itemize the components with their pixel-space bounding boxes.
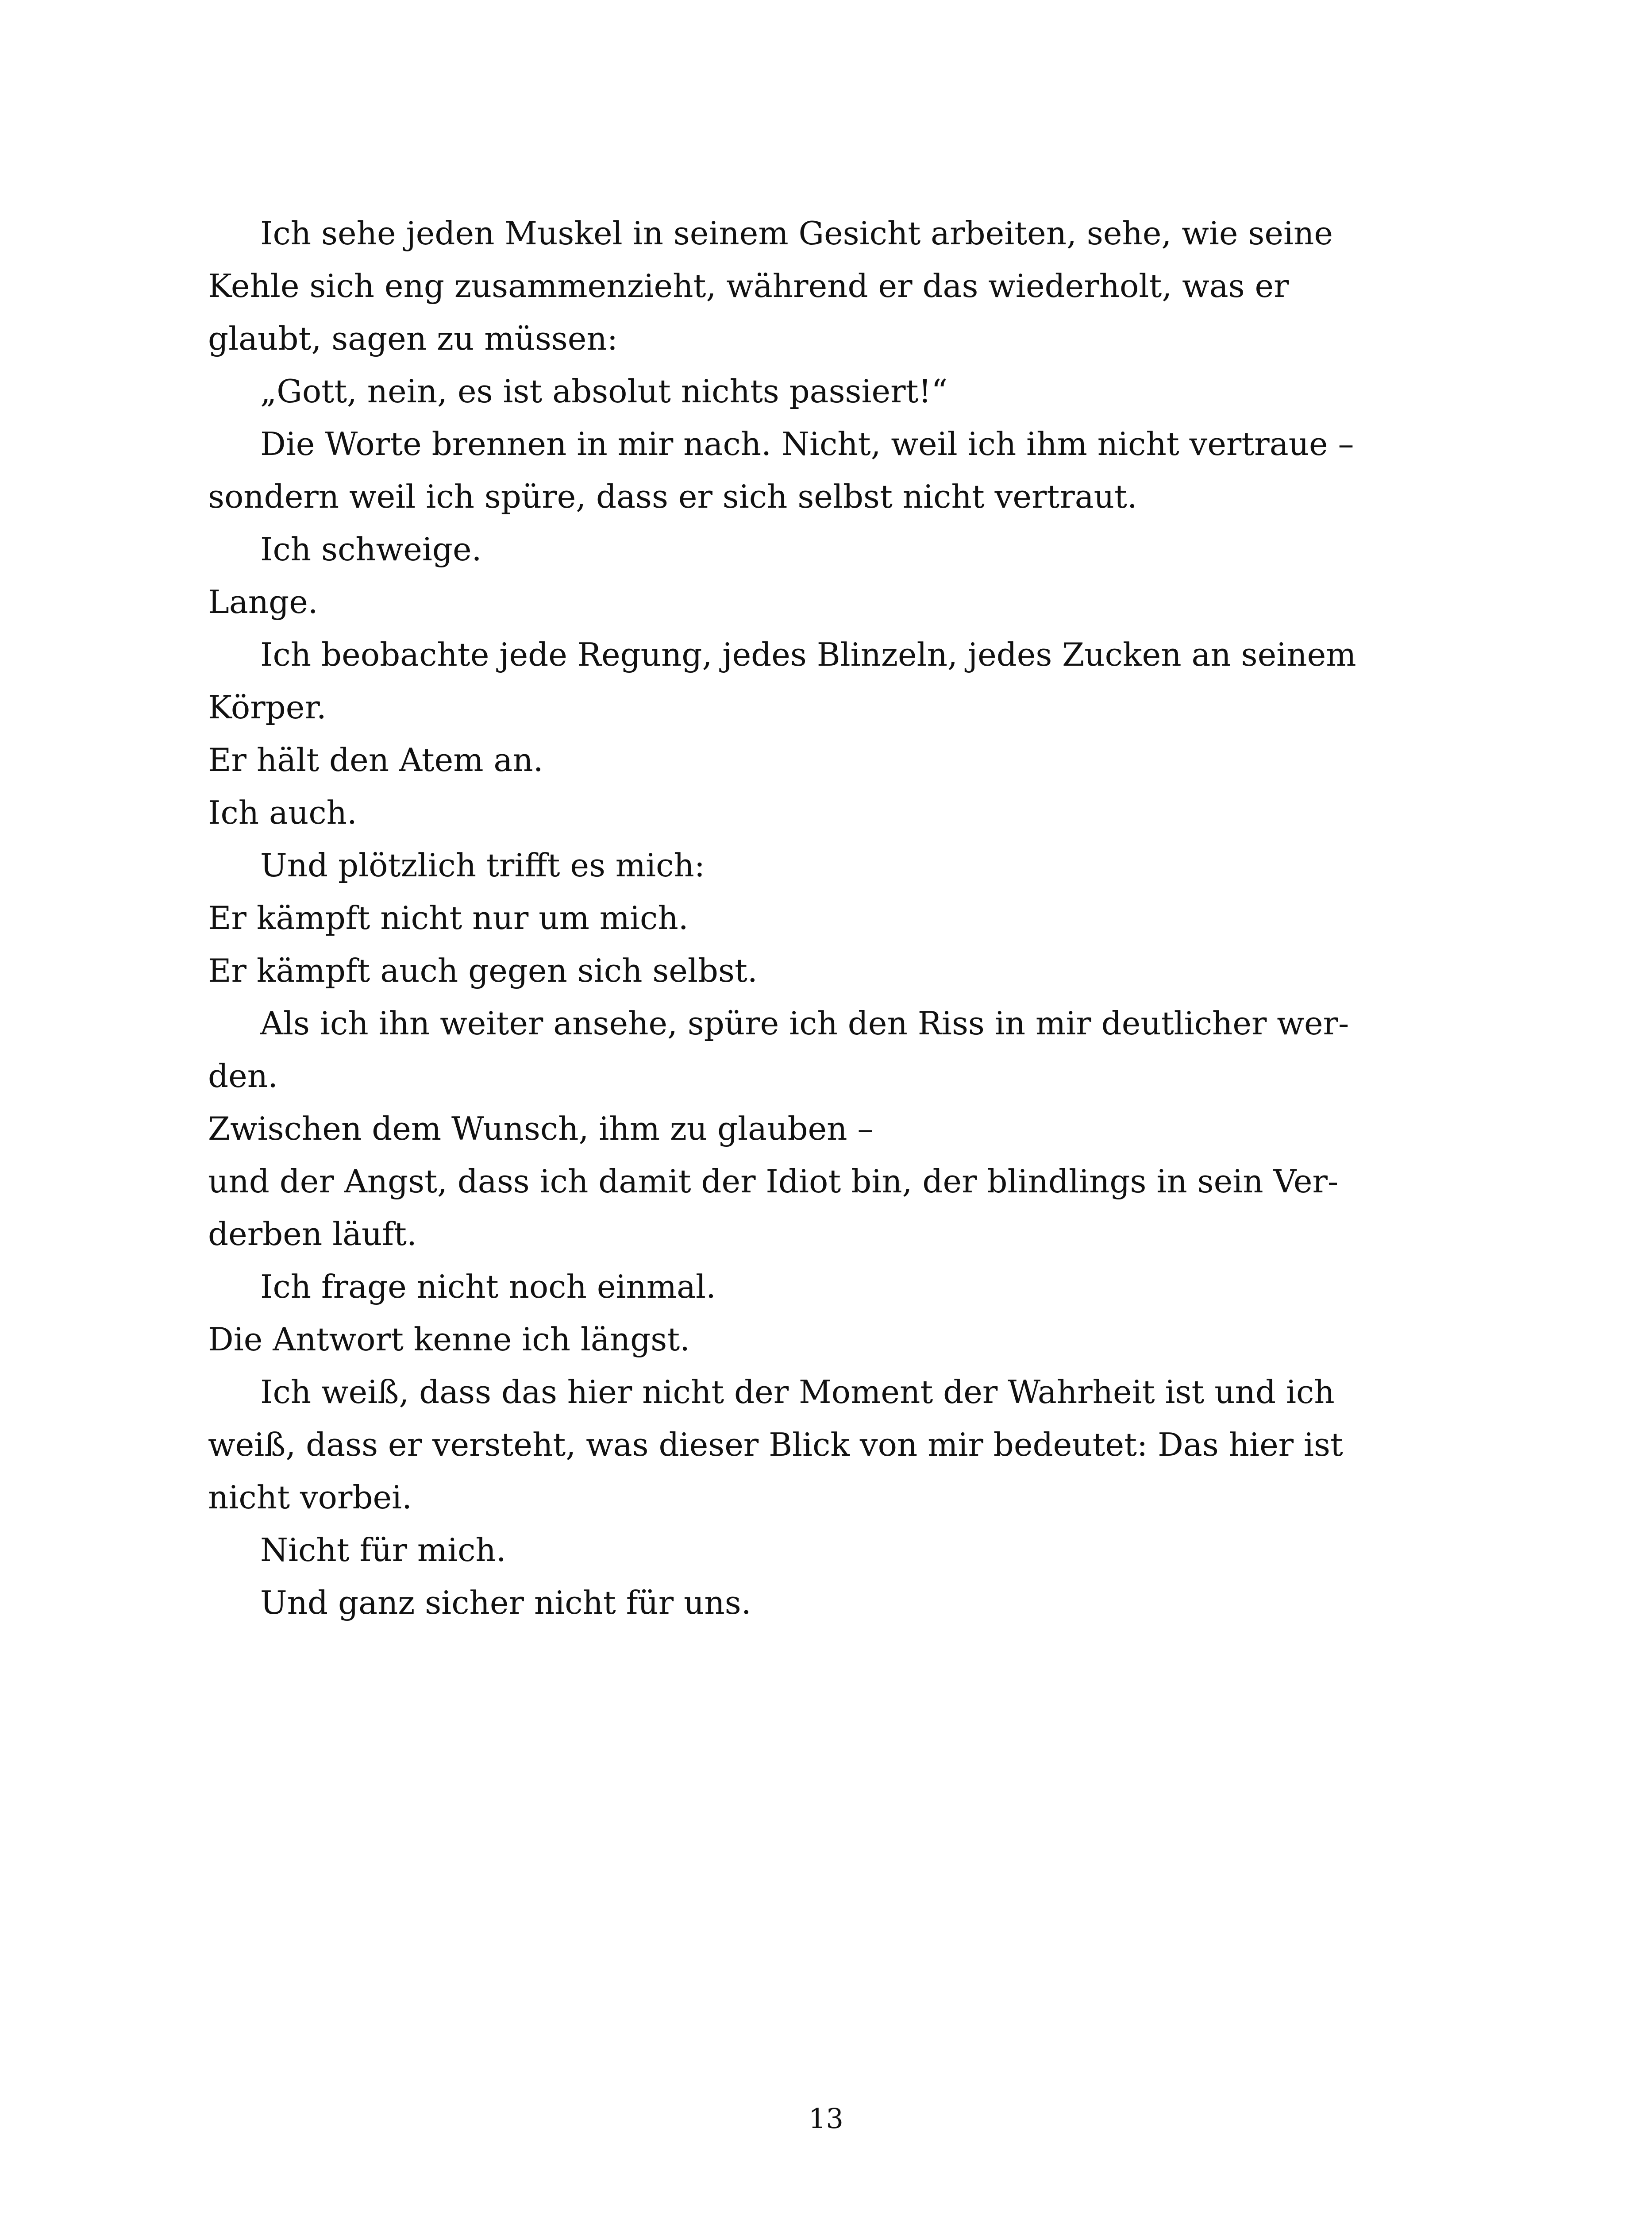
body-text xyxy=(208,207,1443,1629)
text-line: Ich schweige. xyxy=(260,531,482,568)
text-line: und der Angst, dass ich damit der Idiot bin, der blindlings in sein Ver- xyxy=(208,1163,1339,1200)
text-line: sondern weil ich spüre, dass er sich selbst nicht vertraut. xyxy=(208,478,1137,515)
text-line: Kehle sich eng zusammenzieht, während er das wiederholt, was er xyxy=(208,267,1289,305)
text-line: Er hält den Atem an. xyxy=(208,741,543,779)
page-number: 13 xyxy=(809,2102,843,2135)
text-line: Und plötzlich trifft es mich: xyxy=(260,847,705,884)
text-line: glaubt, sagen zu müssen: xyxy=(208,320,618,357)
text-line: Die Antwort kenne ich längst. xyxy=(208,1321,690,1358)
text-line: Ich weiß, dass das hier nicht der Moment der Wahrheit ist und ich xyxy=(260,1373,1335,1411)
text-line: Körper. xyxy=(208,689,327,726)
text-line: nicht vorbei. xyxy=(208,1479,412,1516)
text-line: Als ich ihn weiter ansehe, spüre ich den Riss in mir deutlicher wer- xyxy=(260,1005,1349,1042)
text-line: weiß, dass er versteht, was dieser Blick von mir bedeutet: Das hier ist xyxy=(208,1426,1343,1463)
text-line: derben läuft. xyxy=(208,1215,417,1253)
text-line: Ich beobachte jede Regung, jedes Blinzeln, jedes Zucken an seinem xyxy=(260,636,1356,673)
text-line: den. xyxy=(208,1057,278,1095)
text-line: Ich auch. xyxy=(208,794,357,831)
text-line: Ich frage nicht noch einmal. xyxy=(260,1268,716,1305)
text-line: Und ganz sicher nicht für uns. xyxy=(260,1584,751,1621)
text-line: „Gott, nein, es ist absolut nichts passiert!“ xyxy=(260,373,948,410)
text-line: Zwischen dem Wunsch, ihm zu glauben – xyxy=(208,1110,874,1147)
text-line: Er kämpft nicht nur um mich. xyxy=(208,899,689,937)
text-line: Die Worte brennen in mir nach. Nicht, weil ich ihm nicht vertraue – xyxy=(260,425,1354,463)
text-line: Lange. xyxy=(208,583,318,621)
text-line: Nicht für mich. xyxy=(260,1531,506,1569)
text-line: Ich sehe jeden Muskel in seinem Gesicht arbeiten, sehe, wie seine xyxy=(260,215,1333,252)
text-line: Er kämpft auch gegen sich selbst. xyxy=(208,952,758,989)
